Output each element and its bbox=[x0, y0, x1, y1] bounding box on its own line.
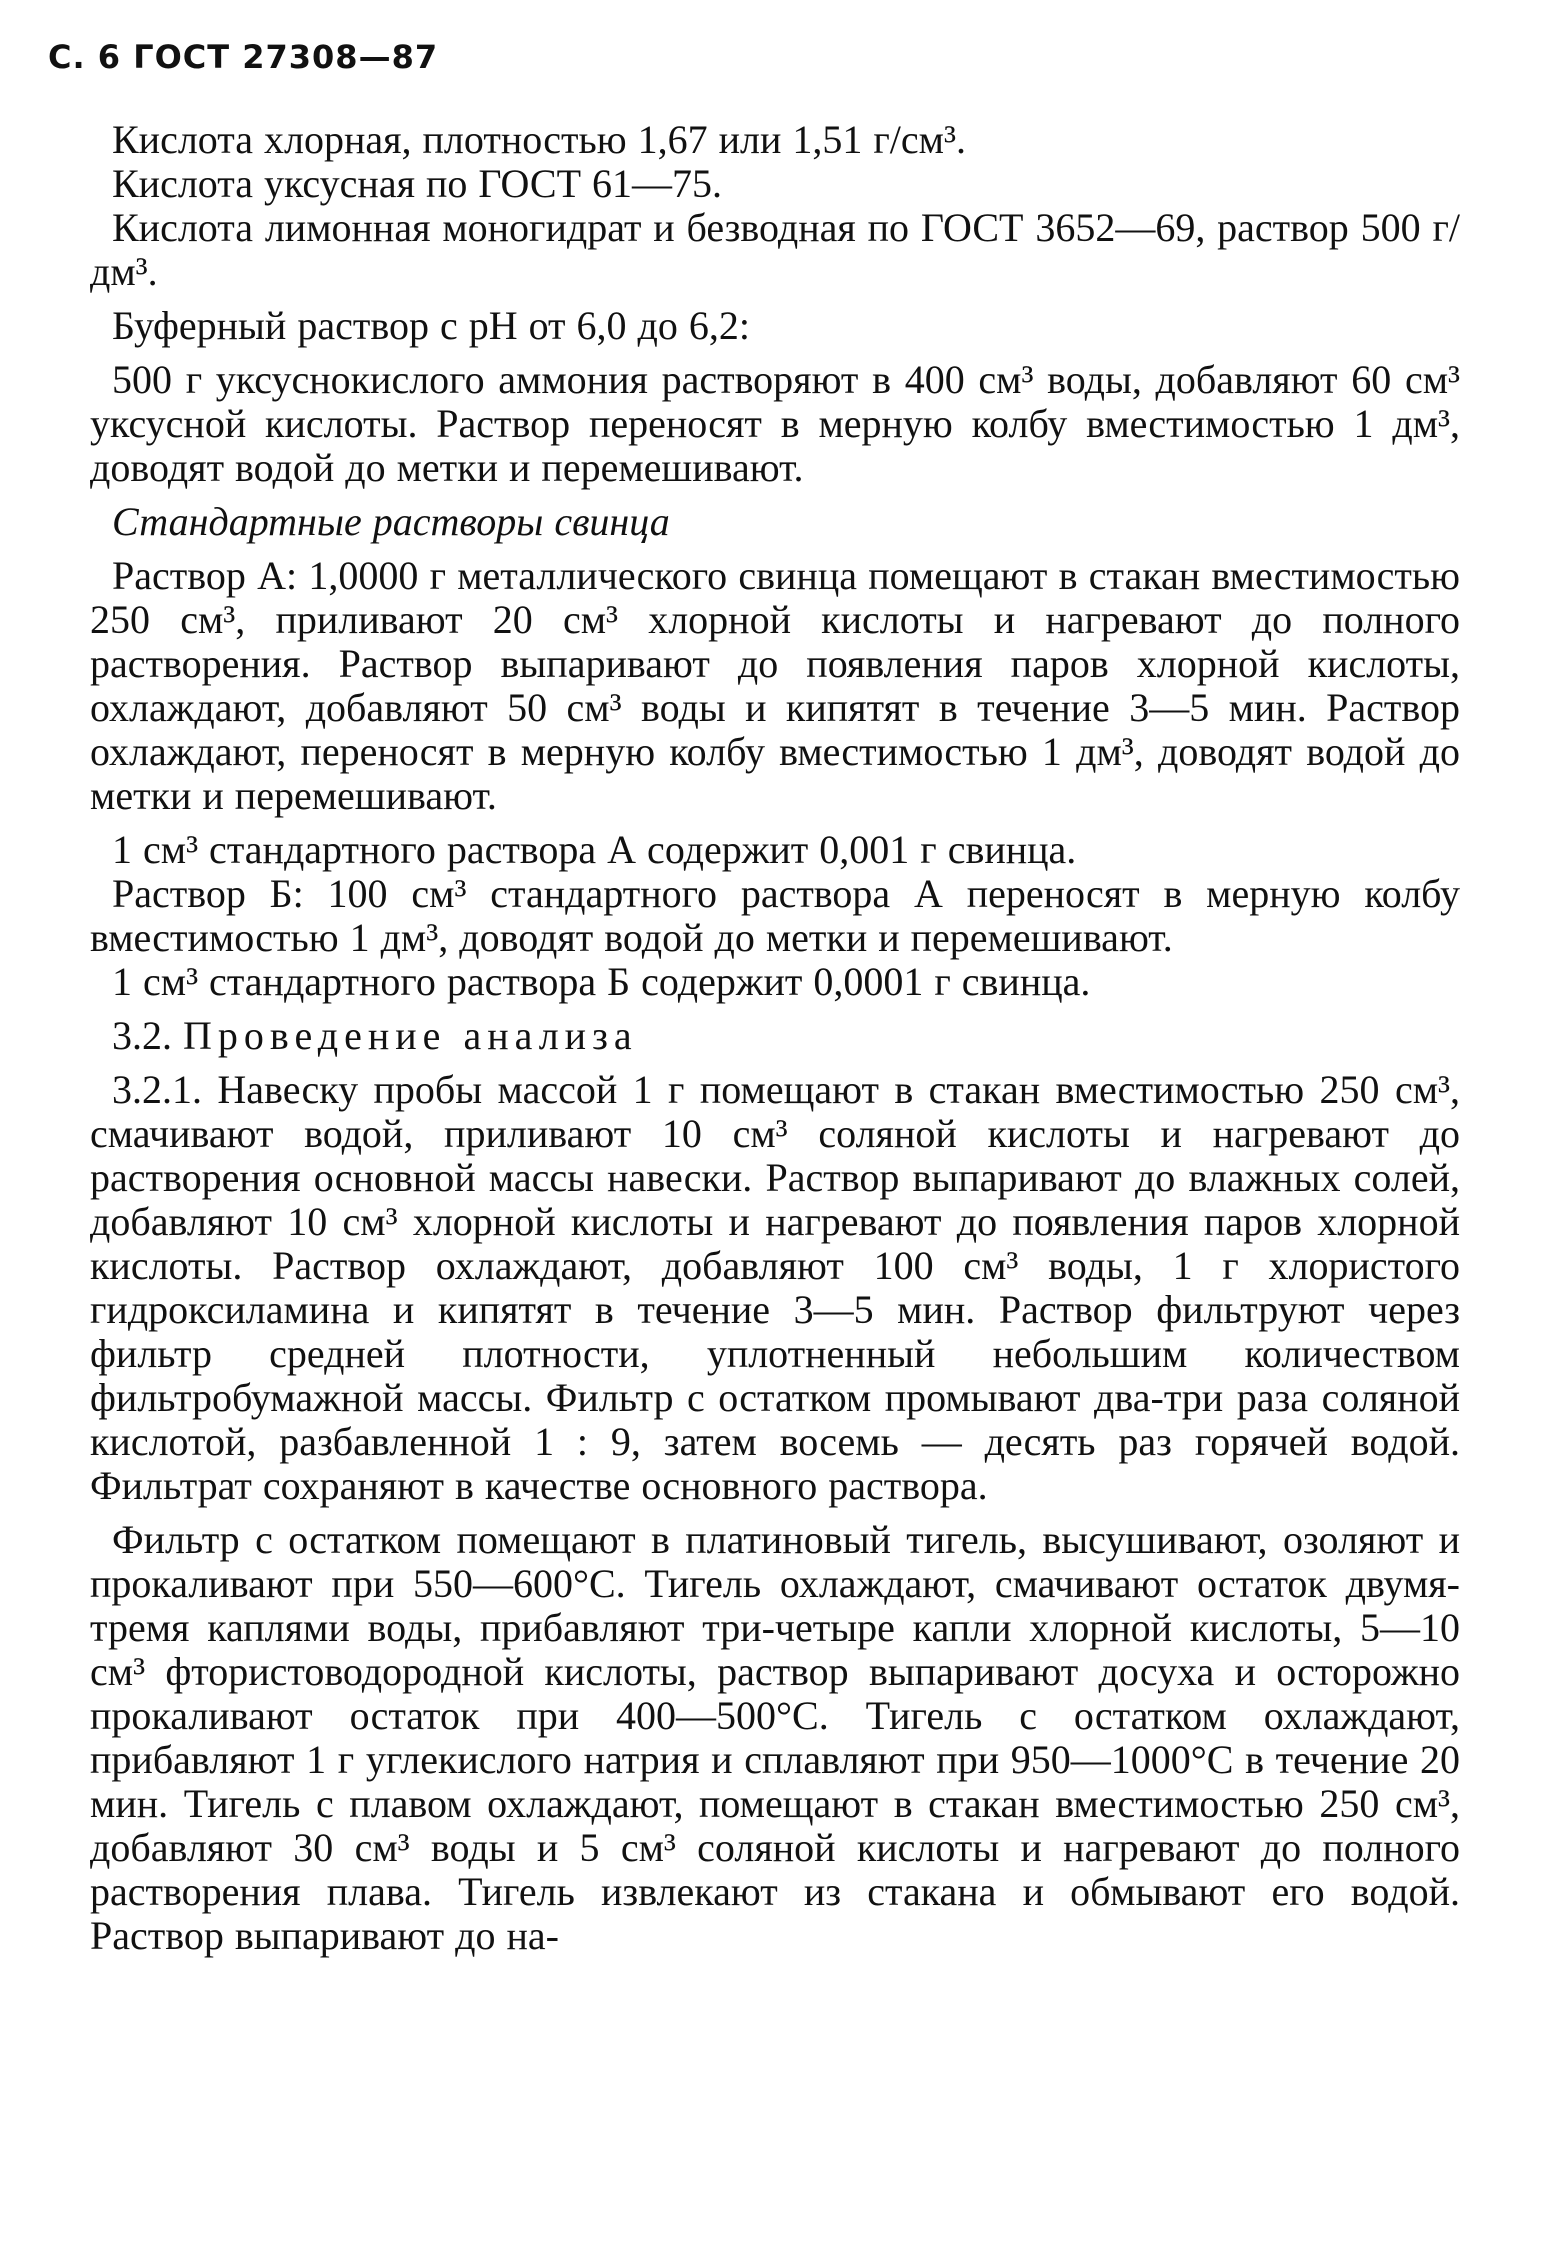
paragraph-filter-residue: Фильтр с остатком помещают в платиновый тигель, высушивают, озоляют и прокаливают при 550—600°С. Тигель охлаждают, смачивают остаток двумя-тремя каплями воды, прибавляют три-четыре капли хлорной кислоты, 5—10 см³ фтористоводородной кислоты, раствор выпаривают досуха и осторожно прокаливают остаток при 400—500°С. Тигель с остатком охлаждают, прибавляют 1 г углекислого натрия и сплавляют при 950—1000°С в течение 20 мин. Тигель с плавом охлаждают, помещают в стакан вместимостью 250 см³, добавляют 30 см³ воды и 5 см³ соляной кислоты и нагревают до полного растворения плава. Тигель извлекают из стакана и обмывают его водой. Раствор выпаривают до на- bbox=[90, 1517, 1460, 1958]
section-title: Проведение анализа bbox=[183, 1013, 638, 1058]
paragraph-perchloric-acid: Кислота хлорная, плотностью 1,67 или 1,51 г/см³. bbox=[112, 117, 966, 162]
paragraph-solution-a-content: 1 см³ стандартного раствора А содержит 0,001 г свинца. bbox=[112, 827, 1077, 872]
paragraph-citric-acid: Кислота лимонная моногидрат и безводная по ГОСТ 3652—69, раствор 500 г/дм³. bbox=[90, 205, 1460, 294]
paragraph-buffer-preparation: 500 г уксуснокислого аммония растворяют в 400 см³ воды, добавляют 60 см³ уксусной кислоты. Раствор переносят в мерную колбу вместимостью 1 дм³, доводят водой до метки и перемешивают. bbox=[90, 357, 1460, 490]
paragraph-solution-b: Раствор Б: 100 см³ стандартного раствора А переносят в мерную колбу вместимостью 1 дм³, доводят водой до метки и перемешивают. bbox=[90, 871, 1460, 960]
paragraph-solution-b-content: 1 см³ стандартного раствора Б содержит 0,0001 г свинца. bbox=[112, 959, 1091, 1004]
paragraph-solution-a: Раствор А: 1,0000 г металлического свинца помещают в стакан вместимостью 250 см³, приливают 20 см³ хлорной кислоты и нагревают до полного растворения. Раствор выпаривают до появления паров хлорной кислоты, охлаждают, добавляют 50 см³ воды и кипятят в течение 3—5 мин. Раствор охлаждают, переносят в мерную колбу вместимостью 1 дм³, доводят водой до метки и перемешивают. bbox=[90, 553, 1460, 818]
paragraph-acetic-acid: Кислота уксусная по ГОСТ 61—75. bbox=[112, 161, 722, 206]
text-column bbox=[90, 118, 1460, 1958]
section-heading-analysis bbox=[90, 1014, 1460, 1058]
paragraph-buffer-solution: Буферный раствор с pH от 6,0 до 6,2: bbox=[112, 303, 750, 348]
section-number: 3.2. bbox=[112, 1013, 172, 1058]
running-header: С. 6 ГОСТ 27308—87 bbox=[48, 38, 439, 76]
heading-standard-solutions: Стандартные растворы свинца bbox=[112, 499, 670, 544]
paragraph-3-2-1: 3.2.1. Навеску пробы массой 1 г помещают в стакан вместимостью 250 см³, смачивают водой, приливают 10 см³ соляной кислоты и нагревают до растворения основной массы навески. Раствор выпаривают до влажных солей, добавляют 10 см³ хлорной кислоты и нагревают до появления паров хлорной кислоты. Раствор охлаждают, добавляют 100 см³ воды, 1 г хлористого гидроксиламина и кипятят в течение 3—5 мин. Раствор фильтруют через фильтр средней плотности, уплотненный небольшим количеством фильтробумажной массы. Фильтр с остатком промывают два-три раза соляной кислотой, разбавленной 1 : 9, затем восемь — десять раз горячей водой. Фильтрат сохраняют в качестве основного раствора. bbox=[90, 1067, 1460, 1508]
